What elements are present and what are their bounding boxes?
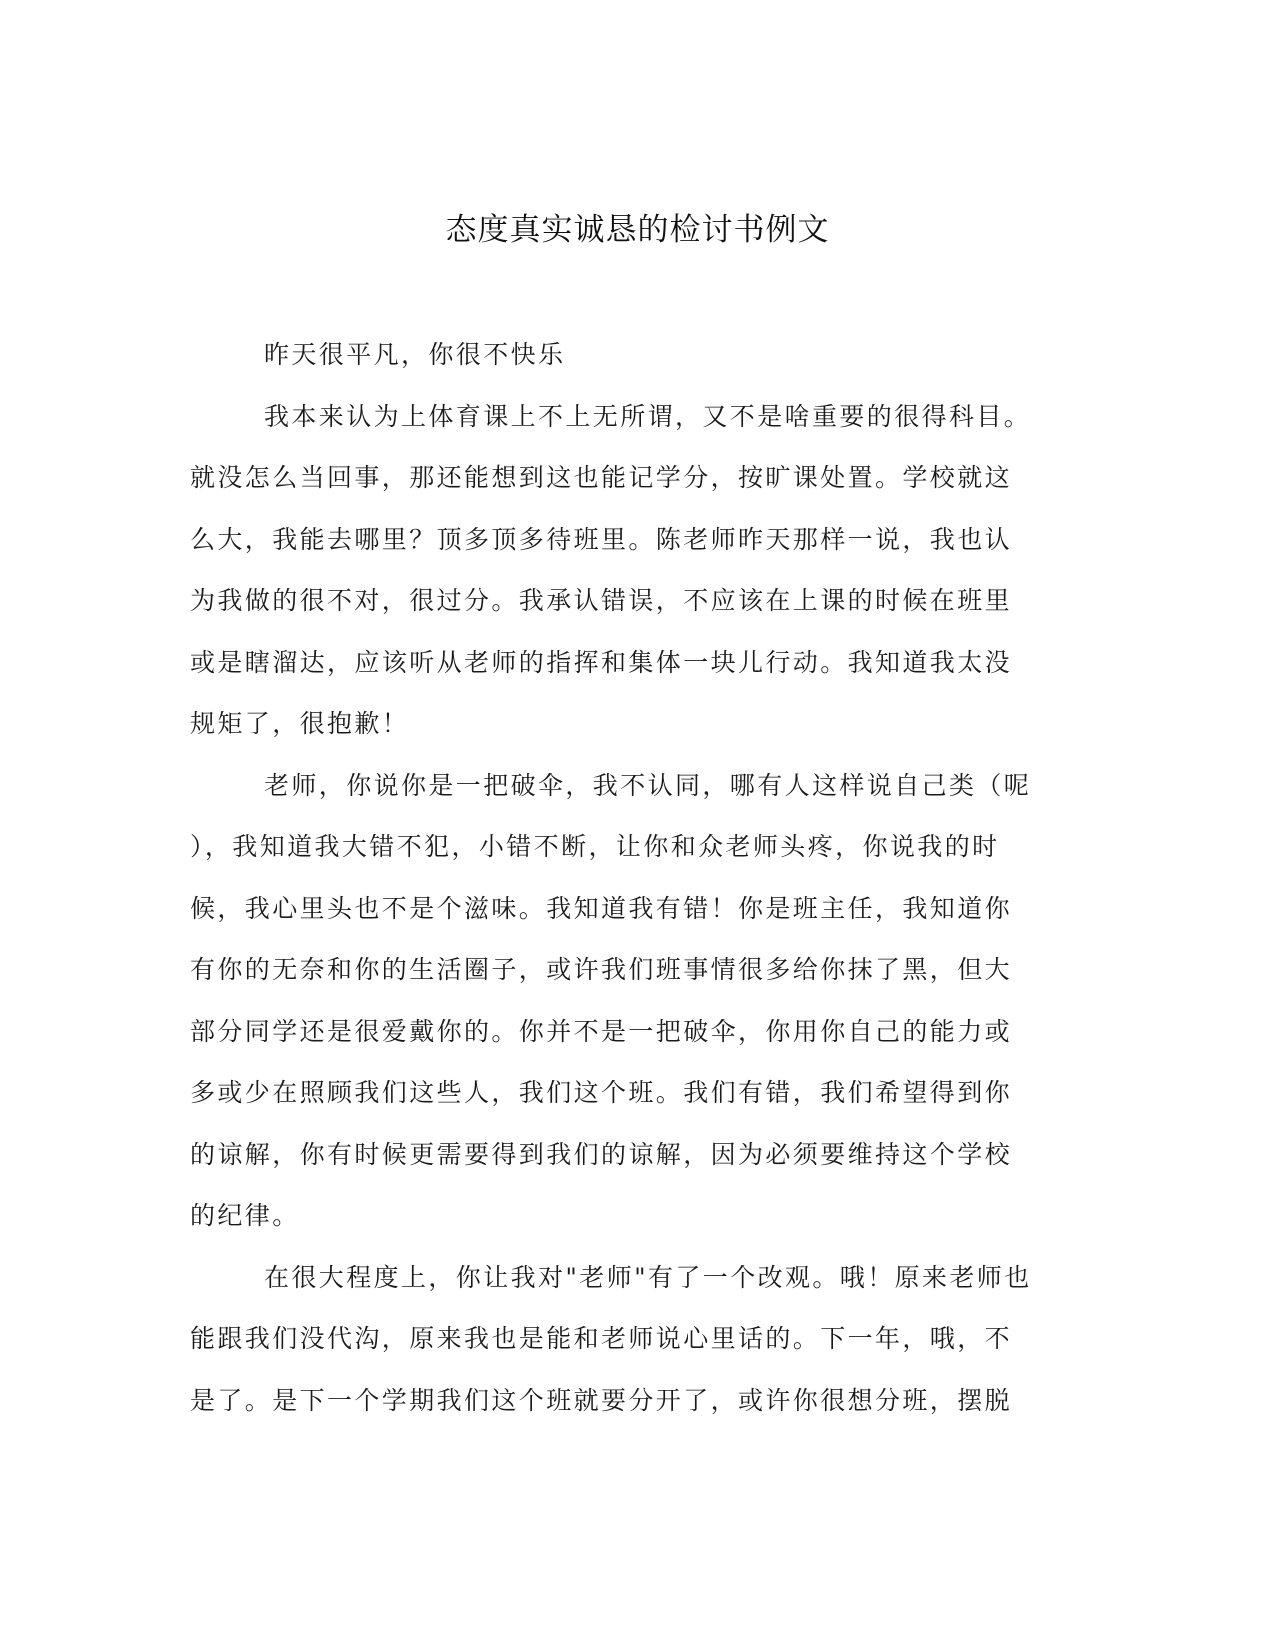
document-body	[190, 324, 1080, 1431]
body-line: 部分同学还是很爱戴你的。你并不是一把破伞，你用你自己的能力或	[190, 1016, 1013, 1046]
body-line: 的谅解，你有时候更需要得到我们的谅解，因为必须要维持这个学校	[190, 1139, 1013, 1169]
body-line: 老师，你说你是一把破伞，我不认同，哪有人这样说自己类（呢	[264, 770, 1032, 800]
body-line: 的纪律。	[190, 1201, 300, 1230]
body-line: 候，我心里头也不是个滋味。我知道我有错！你是班主任，我知道你	[190, 893, 1013, 923]
body-line: ），我知道我大错不犯，小错不断，让你和众老师头疼，你说我的时	[190, 832, 1000, 861]
body-line: 是了。是下一个学期我们这个班就要分开了，或许你很想分班，摆脱	[190, 1385, 1013, 1415]
body-line: 我本来认为上体育课上不上无所谓，又不是啥重要的很得科目。	[264, 401, 1032, 431]
body-line: 就没怎么当回事，那还能想到这也能记学分，按旷课处置。学校就这	[190, 463, 1013, 492]
body-line: 为我做的很不对，很过分。我承认错误，不应该在上课的时候在班里	[190, 586, 1013, 615]
body-line: 或是瞎溜达，应该听从老师的指挥和集体一块儿行动。我知道我太没	[190, 647, 1013, 677]
body-line: 在很大程度上，你让我对"老师"有了一个改观。哦！原来老师也	[264, 1262, 1032, 1292]
body-line: 么大，我能去哪里？顶多顶多待班里。陈老师昨天那样一说，我也认	[190, 524, 1013, 554]
body-line: 规矩了，很抱歉！	[190, 709, 410, 738]
body-line: 有你的无奈和你的生活圈子，或许我们班事情很多给你抹了黑，但大	[190, 955, 1013, 984]
document-title: 态度真实诚恳的检讨书例文	[445, 212, 830, 248]
body-line: 昨天很平凡，你很不快乐	[264, 340, 566, 369]
body-line: 多或少在照顾我们这些人，我们这个班。我们有错，我们希望得到你	[190, 1078, 1013, 1107]
body-line: 能跟我们没代沟，原来我也是能和老师说心里话的。下一年，哦，不	[190, 1324, 1013, 1353]
